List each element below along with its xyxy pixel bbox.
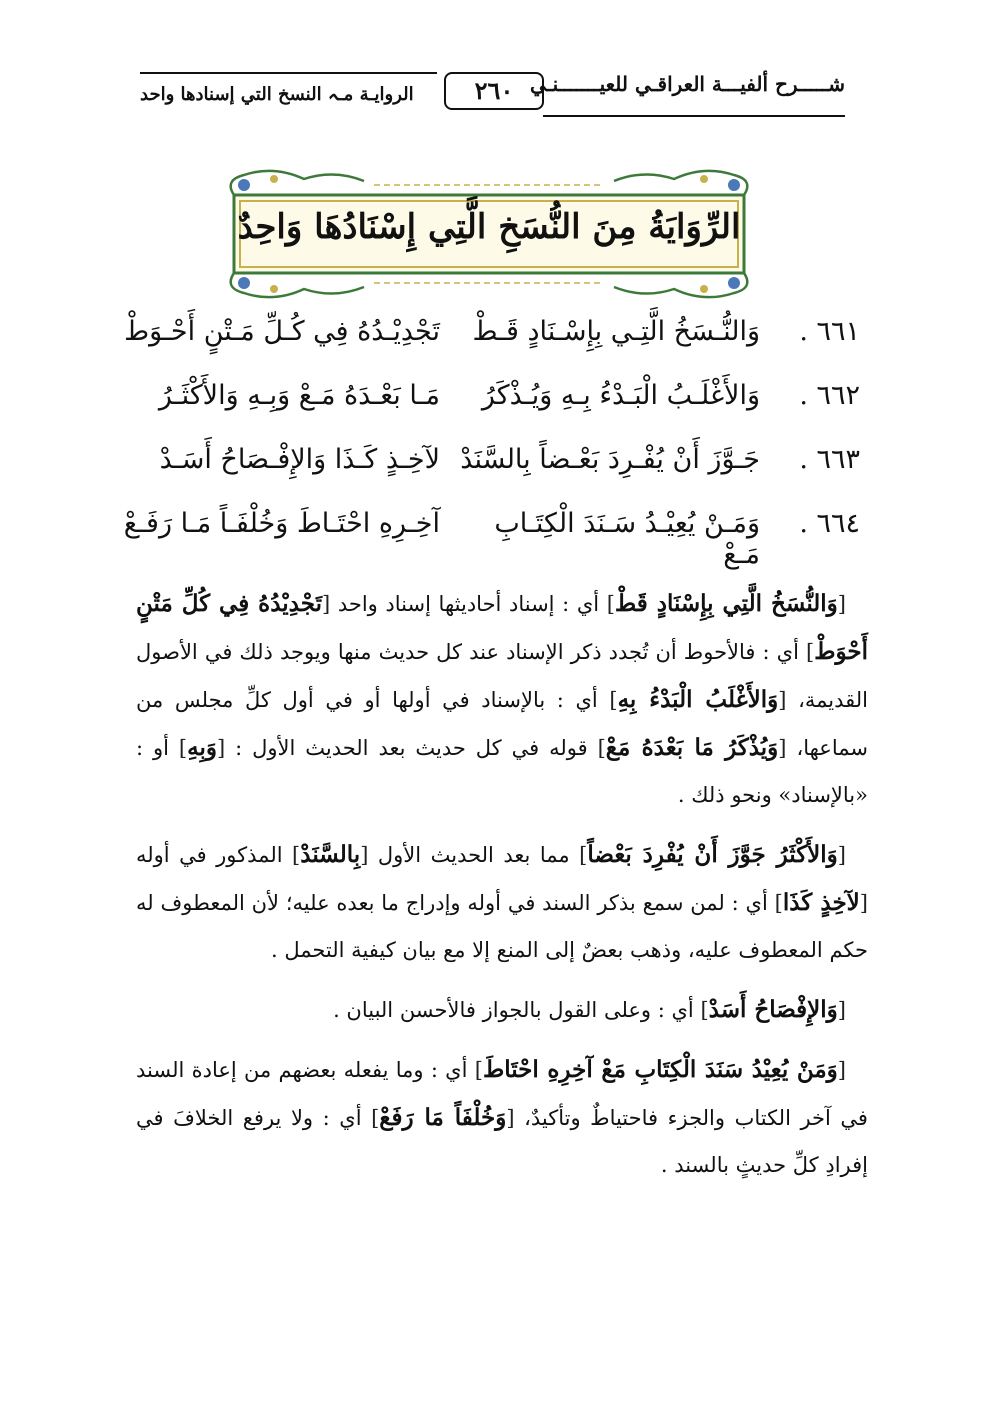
quoted-verse: وَالأَكْثَرُ جَوَّزَ أَنْ يُفْرِدَ بَعْضاً [587,841,838,868]
verse-row [120,374,860,438]
section-title: الرِّوَايَةُ مِنَ النُّسَخِ الَّتِي إِسْنَادُهَا وَاحِدٌ [237,207,741,247]
header-rule-right [543,115,845,117]
verse-first-hemistich: وَالنُّـسَخُ الَّتِـي بِإِسْـنَادٍ قَـطْ [472,316,760,347]
chapter-title: الروايـة مـہ النسخ التي إسنادها واحد [140,84,414,105]
quoted-verse: وَالأَغْلَبُ الْبَدْءُ بِهِ [617,686,779,713]
page-number: ٢٦٠ [444,72,544,110]
explanation-text: أي : وعلى القول بالجواز فالأحسن البيان . [333,998,694,1022]
verse-row [120,310,860,374]
explanation-text: أي : وما يفعله بعضهم من إعادة السند في آخر الكتاب والجزء فاحتياطٌ وتأكيدٌ، [136,1058,868,1130]
explanation-text: أي : لمن سمع بذكر السند في أوله وإدراج ما بعده عليه؛ لأن المعطوف له حكم المعطوف عليه، وذهب بعضٌ إلى المنع إلا مع بيان كيفية التحمل . [136,891,868,962]
quoted-verse: وَالإِفْصَاحُ أَسَدْ [708,996,838,1023]
verse-number: ٦٦١ . [799,316,860,347]
verse-number: ٦٦٣ . [799,444,860,475]
verses-block [120,310,860,570]
commentary-paragraph: [وَمَنْ يُعِيْدُ سَنَدَ الْكِتَابِ مَعْ آخِرِهِ احْتَاطَ] أي : وما يفعله بعضهم من إعادة السند في آخر الكتاب والجزء فاحتياطٌ وتأكيدٌ، [وَخُلْفَاً مَا رَفَعْ] أي : ولا يرفع الخلافَ في إفرادِ كلِّ حديثٍ بالسند . [136,1056,868,1177]
commentary-paragraph: [وَالنُّسَخُ الَّتِي بِإِسْنَادٍ قَطْ] أي : إسناد أحاديثها إسناد واحد [تَجْدِيْدُهُ فِي كُلِّ مَتْنٍ أَحْوَطْ] أي : فالأحوط أن تُجدد ذكر الإسناد عند كل حديث منها ويوجد ذلك في الأصول القديمة، [وَالأَغْلَبُ الْبَدْءُ بِهِ] أي : بالإسناد في أولها أو في أول كلِّ مجلس من سماعها، [وَيُذْكَرُ مَا بَعْدَهُ مَعْ] قوله في كل حديث بعد الحديث الأول : [وَبِهِ] أو : «بالإسناد» ونحو ذلك . [136,590,868,807]
explanation-text: أو : «بالإسناد» ونحو ذلك . [136,736,868,807]
verse-second-hemistich: تَجْدِيْـدُهُ فِي كُـلِّ مَـتْنٍ أَحْـوَطْ [124,316,440,347]
verse-second-hemistich: لآخِـذٍ كَـذَا وَالإِفْـصَاحُ أَسَـدْ [159,444,440,475]
verse-second-hemistich: مَـا بَعْـدَهُ مَـعْ وَبِـهِ وَالأَكْثَـرُ [158,380,440,411]
quoted-verse: وَالنُّسَخُ الَّتِي بِإِسْنَادٍ قَطْ [614,590,838,617]
section-title-frame [214,165,764,303]
commentary [136,580,868,1201]
explanation-text: المذكور في أوله [136,843,283,867]
verse-row [120,438,860,502]
quoted-verse: وَمَنْ يُعِيْدُ سَنَدَ الْكِتَابِ مَعْ آخِرِهِ احْتَاطَ [482,1056,838,1083]
explanation-text: قوله في كل حديث بعد الحديث الأول : [235,736,588,760]
verse-number: ٦٦٢ . [799,380,860,411]
quoted-verse: بِالسَّنَدْ [300,841,361,868]
verse-first-hemistich: جَـوَّزَ أَنْ يُفْـرِدَ بَعْـضاً بِالسَّنَدْ [460,444,760,475]
verse-first-hemistich: وَمَـنْ يُعِيْـدُ سَـنَدَ الْكِتَـابِ مَـعْ [494,508,760,570]
quoted-verse: لآخِذٍ كَذَا [782,889,860,916]
commentary-paragraph: [وَالإِفْصَاحُ أَسَدْ] أي : وعلى القول بالجواز فالأحسن البيان . [333,996,846,1023]
explanation-text: أي : فالأحوط أن تُجدد ذكر الإسناد عند كل حديث منها ويوجد ذلك في الأصول القديمة، [136,640,868,712]
quoted-verse: وَخُلْفَاً مَا رَفَعْ [379,1104,507,1131]
quoted-verse: وَيُذْكَرُ مَا بَعْدَهُ مَعْ [605,734,779,761]
commentary-paragraph: [وَالأَكْثَرُ جَوَّزَ أَنْ يُفْرِدَ بَعْضاً] مما بعد الحديث الأول [بِالسَّنَدْ] المذكور في أوله [لآخِذٍ كَذَا] أي : لمن سمع بذكر السند في أوله وإدراج ما بعده عليه؛ لأن المعطوف له حكم المعطوف عليه، وذهب بعضٌ إلى المنع إلا مع بيان كيفية التحمل . [136,841,868,962]
book-title: شـــــرح ألفيـــة العراقـي للعيـــــــنـي [530,72,845,96]
header-rule-left [140,72,437,74]
explanation-text: أي : ولا يرفع الخلافَ في إفرادِ كلِّ حديثٍ بالسند . [136,1106,868,1177]
verse-number: ٦٦٤ . [799,508,860,539]
verse-row [120,502,860,570]
explanation-text: مما بعد الحديث الأول [377,843,570,867]
explanation-text: أي : إسناد أحاديثها إسناد واحد [337,592,600,616]
explanation-text: أي : بالإسناد في أولها أو في أول كلِّ مجلس من سماعها، [136,688,868,760]
verse-second-hemistich: آخِـرِهِ احْتَـاطَ وَخُلْفَـاً مَـا رَفَـعْ [123,508,440,539]
quoted-verse: وَبِهِ [187,734,217,761]
page-header [140,62,845,117]
quoted-verse: تَجْدِيْدُهُ فِي كُلِّ مَتْنٍ أَحْوَطْ [136,590,868,665]
verse-first-hemistich: وَالأَغْلَـبُ الْبَـدْءُ بِـهِ وَيُـذْكَرُ [481,380,760,411]
